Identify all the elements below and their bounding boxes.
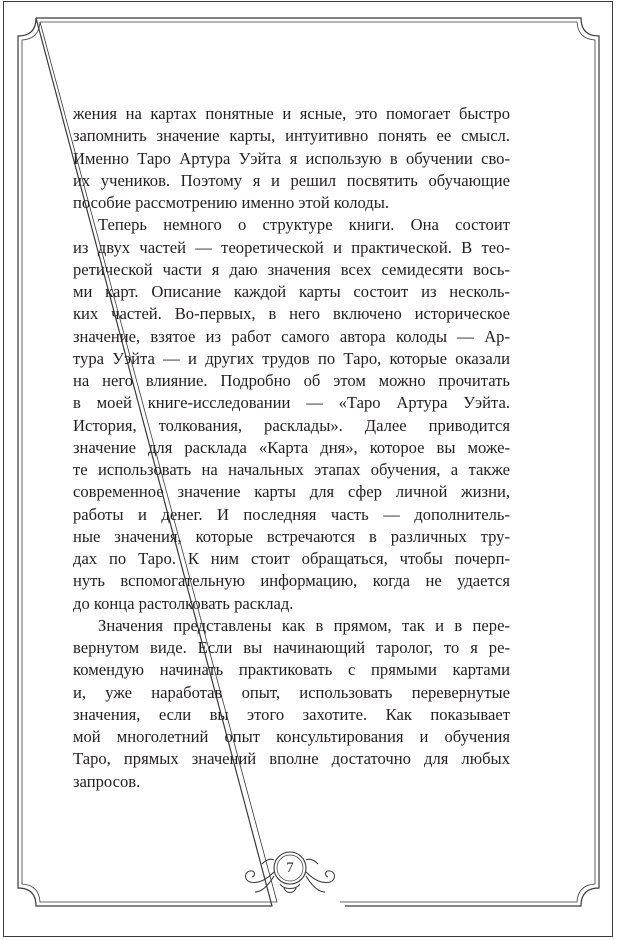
text-line: в моей книге-исследовании — «Таро Артура Уэйта. [73, 393, 510, 413]
text-line: ких частей. Во-первых, в него включено историческое [73, 304, 510, 324]
text-line: запросов. [73, 771, 141, 791]
text-line: тура Уэйта — и других трудов по Таро, которые оказали [73, 348, 510, 368]
text-line: ми карт. Описание каждой карты состоит из несколь- [73, 282, 510, 301]
text-line: работы и денег. И последняя часть — дополнитель- [73, 504, 510, 524]
text-line: Теперь немного о структуре книги. Она состоит [98, 215, 510, 235]
text-line: значение, взятое из работ самого автора колоды — Ар- [73, 326, 510, 346]
text-line: до конца растолковать расклад. [73, 593, 294, 613]
body-text [73, 103, 510, 793]
page-number: 7 [286, 860, 294, 876]
text-line: и, уже наработав опыт, использовать перевернутые [73, 682, 510, 702]
text-line: те использовать на начальных этапах обучения, а также [73, 460, 510, 479]
text-line: вернутом виде. Если вы начинающий таролог, то я ре- [73, 638, 510, 657]
text-line: ные значения, которые встречаются в различных тру- [73, 526, 510, 546]
text-line: комендую начинать практиковать с прямыми картами [73, 660, 510, 680]
text-line: значение для расклада «Карта дня», которое вы може- [73, 437, 510, 457]
text-line: значения, если вы этого захотите. Как показывает [73, 704, 510, 724]
text-line: Именно Таро Артура Уэйта я использую в обучении сво- [73, 148, 510, 168]
text-line: их учеников. Поэтому я и решил посвятить обучающие [73, 170, 510, 190]
text-line: ретической части я даю значения всех семидесяти вось- [73, 259, 510, 279]
text-line: на него влияние. Подробно об этом можно прочитать [73, 371, 510, 390]
text-line: нуть вспомогательную информацию, когда не удается [73, 571, 510, 591]
text-line: из двух частей — теоретической и практической. В тео- [73, 237, 510, 257]
text-line: жения на картах понятные и ясные, это помогает быстро [73, 104, 510, 123]
text-line: Таро, прямых значений вполне достаточно для любых [73, 749, 510, 769]
text-line: Значения представлены как в прямом, так и в пере- [98, 615, 510, 635]
text-line: пособие рассмотрению именно этой колоды. [73, 193, 390, 212]
text-line: дах по Таро. К ним стоит обращаться, чтобы почерп- [73, 549, 510, 568]
text-line: современное значение карты для сфер личной жизни, [73, 482, 510, 502]
text-line: История, толкования, расклады». Далее приводится [73, 415, 510, 435]
text-line: запомнить значение карты, интуитивно понять ее смысл. [73, 126, 510, 146]
text-line: мой многолетний опыт консультирования и обучения [73, 727, 510, 746]
